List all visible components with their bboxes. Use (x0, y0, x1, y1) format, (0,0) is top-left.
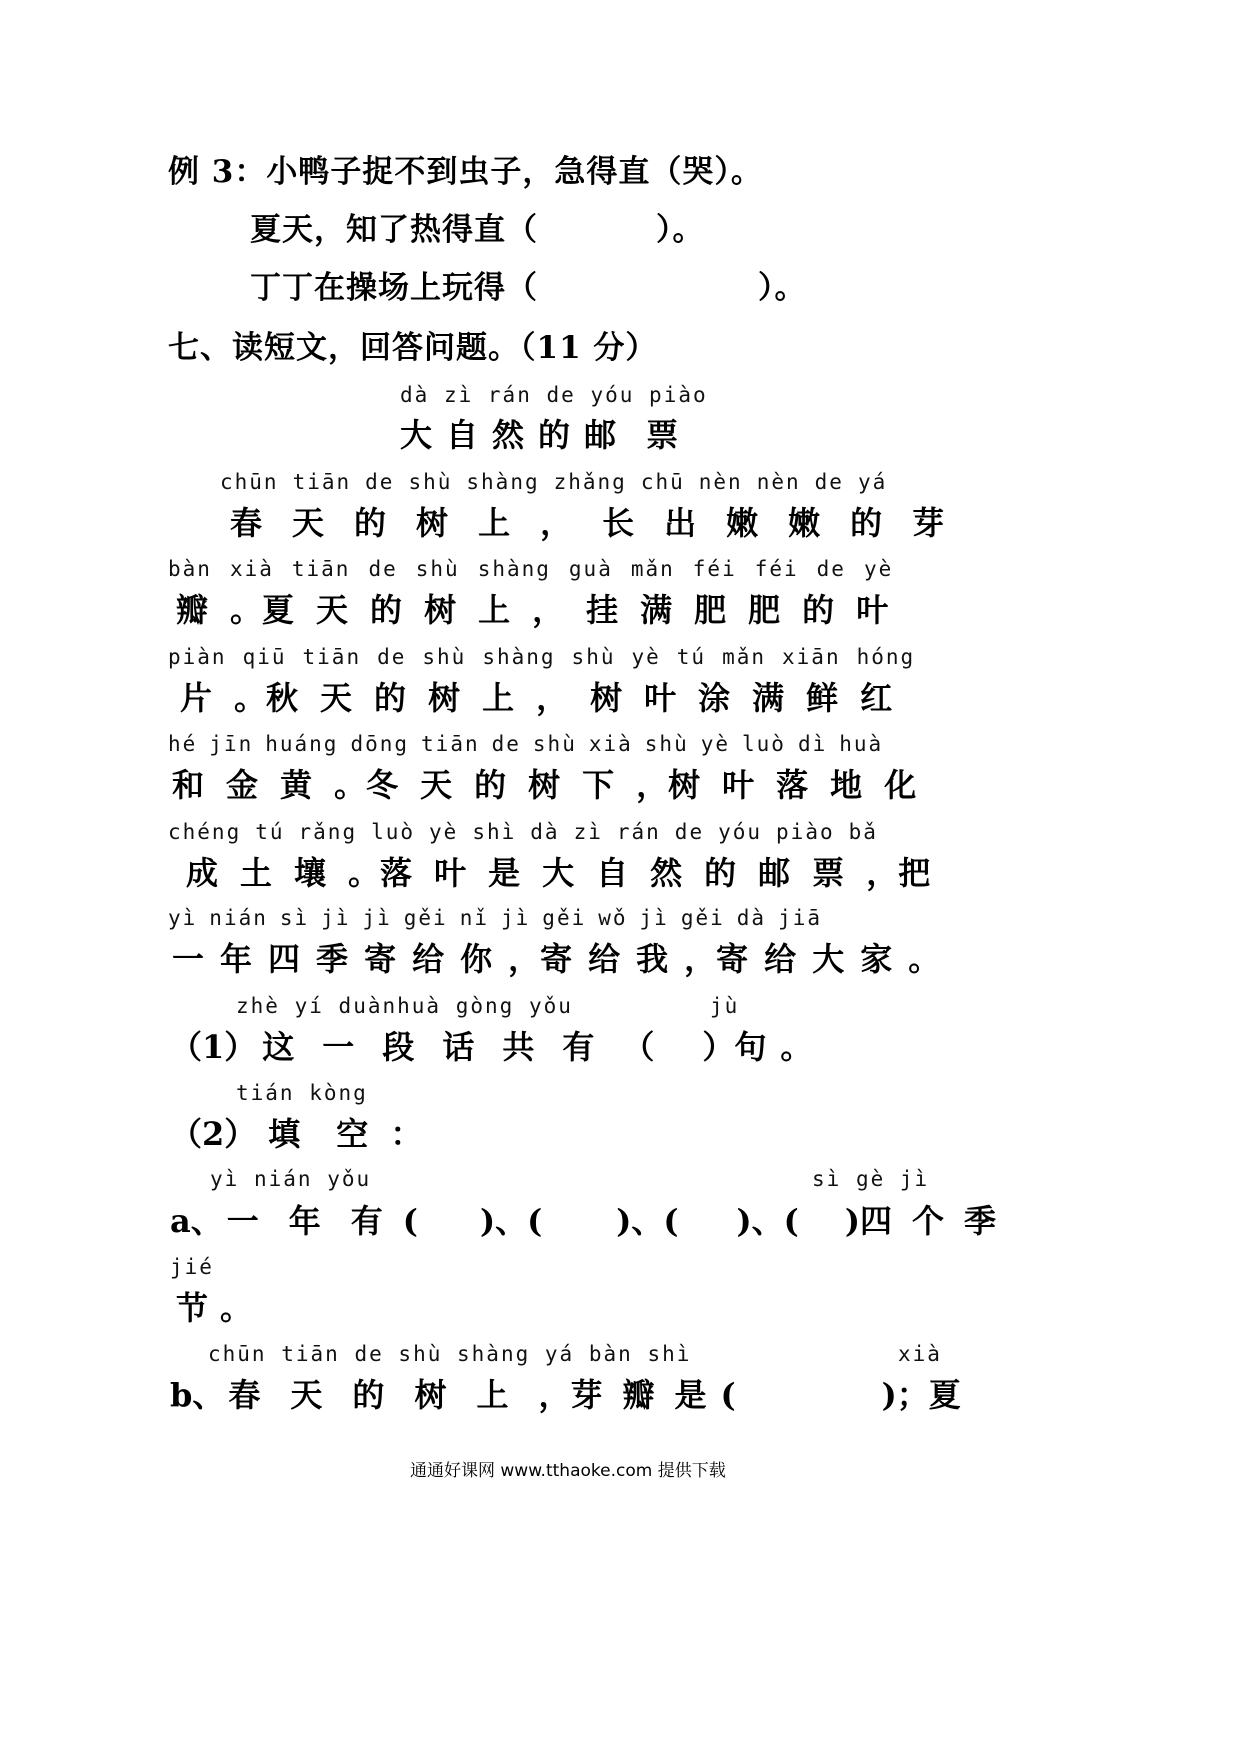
passage-char: 红 (860, 679, 893, 717)
passage-char: 票 (812, 854, 845, 892)
passage-char: 涂 (698, 679, 731, 717)
pinyin-syllable: de (491, 732, 521, 756)
passage-char: 叶 (722, 766, 755, 804)
pinyin-syllable: jiā (778, 906, 822, 930)
passage-char: 。夏 (230, 591, 295, 629)
pinyin-syllable: rǎng (298, 820, 358, 844)
passage-char: 给 (588, 940, 621, 978)
passage-char: 邮 (758, 854, 791, 892)
pinyin-syllable: yá (857, 470, 888, 494)
passage-char: 的 (354, 504, 387, 542)
pinyin-syllable: nèn (698, 470, 743, 494)
pinyin-syllable: nián (209, 906, 268, 930)
passage-char: 下 (582, 766, 615, 804)
pinyin-syllable: de (816, 557, 846, 581)
passage-text-line (180, 673, 914, 719)
pinyin-syllable: huà (839, 732, 884, 756)
pinyin-syllable: jì (362, 906, 392, 930)
passage-char: 。秋 (234, 679, 299, 717)
pinyin-syllable: bǎ (848, 820, 878, 844)
passage-char: 芽 (912, 504, 945, 542)
passage-text-line (172, 934, 956, 980)
question-b: b、 春 天 的 树 上 ，芽 瓣 是 ( )；夏 (170, 1376, 961, 1414)
passage-text-line (176, 585, 910, 631)
passage-char: 家 (860, 940, 893, 978)
pinyin-syllable: dì (797, 732, 828, 756)
passage-char: 大 (812, 940, 845, 978)
pinyin-syllable: shù (571, 645, 616, 669)
pinyin-syllable: dà (736, 906, 767, 930)
passage-char: 的 (850, 504, 883, 542)
passage-char: 片 (180, 679, 213, 717)
passage-char: 季 (316, 940, 349, 978)
pinyin-syllable: hóng (856, 645, 916, 669)
pinyin-syllable: chūn (220, 470, 279, 494)
passage-char: ，寄 (684, 940, 749, 978)
pinyin-syllable: shì (472, 820, 517, 844)
passage-title: 大 自 然 的 邮 票 (400, 416, 679, 454)
passage-pinyin-line (168, 906, 834, 930)
pinyin-syllable: yè (700, 732, 731, 756)
pinyin-syllable: xiān (782, 645, 841, 669)
passage-char: 天 (292, 504, 325, 542)
passage-char: 天 (420, 766, 453, 804)
pinyin-syllable: gěi (542, 906, 587, 930)
pinyin-syllable: shàng (477, 557, 551, 581)
passage-char: 落 (776, 766, 809, 804)
passage-char: 。落 (348, 854, 413, 892)
pinyin-syllable: shù (415, 557, 460, 581)
pinyin-syllable: piào (776, 820, 835, 844)
qa-pinyin-right: sì gè jì (812, 1167, 930, 1191)
title-pinyin: dà zì rán de yóu piào (400, 383, 708, 407)
passage-char: 叶 (644, 679, 677, 717)
pinyin-syllable: de (365, 470, 395, 494)
pinyin-syllable: xià (229, 557, 274, 581)
pinyin-syllable: jì (501, 906, 531, 930)
pinyin-syllable: jīn (209, 732, 254, 756)
pinyin-syllable: nǐ (459, 906, 489, 930)
passage-char: 一 (172, 940, 205, 978)
pinyin-syllable: nèn (756, 470, 801, 494)
pinyin-syllable: guà (568, 557, 613, 581)
pinyin-syllable: shàng (466, 470, 540, 494)
passage-char: 黄 (280, 766, 313, 804)
pinyin-syllable: yè (429, 820, 459, 844)
passage-char: 。 (908, 940, 941, 978)
passage-char: 我 (636, 940, 669, 978)
pinyin-syllable: zì (573, 820, 603, 844)
passage-text-line (186, 848, 952, 894)
passage-char: 嫩 (788, 504, 821, 542)
passage-text-line (172, 760, 938, 806)
pinyin-syllable: chū (640, 470, 685, 494)
passage-char: 化 (884, 766, 917, 804)
pinyin-syllable: yì (168, 906, 198, 930)
pinyin-syllable: sì (279, 906, 310, 930)
passage-char: 年 (220, 940, 253, 978)
passage-char: 和 (172, 766, 205, 804)
passage-char: 树 (428, 679, 461, 717)
passage-char: 挂 (586, 591, 619, 629)
question-1: （1） 这 一 段 话 共 有 （ ）句 。 (170, 1028, 813, 1066)
pinyin-syllable: yè (631, 645, 661, 669)
passage-char: 。冬 (334, 766, 399, 804)
passage-char: 你 (460, 940, 493, 978)
passage-pinyin-line (168, 820, 892, 844)
passage-char: 自 (596, 854, 629, 892)
passage-char: ， (536, 679, 569, 717)
pinyin-syllable: yè (863, 557, 894, 581)
pinyin-syllable: shù (408, 470, 453, 494)
pinyin-syllable: bàn (168, 557, 212, 581)
passage-char: 的 (374, 679, 407, 717)
q1-pinyin-ju: jù (710, 994, 740, 1018)
passage-char: 寄 (364, 940, 397, 978)
passage-char: 肥 (748, 591, 781, 629)
pinyin-syllable: mǎn (722, 645, 767, 669)
passage-char: 叶 (856, 591, 889, 629)
passage-char: 满 (640, 591, 673, 629)
qb-pinyin: chūn tiān de shù shàng yá bàn shì (208, 1342, 692, 1366)
pinyin-syllable: rán (616, 820, 661, 844)
pinyin-syllable: mǎn (630, 557, 675, 581)
pinyin-syllable: hé (168, 732, 198, 756)
passage-char: 长 (602, 504, 635, 542)
pinyin-syllable: jì (639, 906, 669, 930)
passage-pinyin-line (168, 645, 931, 669)
example3-label: 例 3：小鸭子捉不到虫子，急得直（哭）。 (168, 154, 763, 190)
pinyin-syllable: gěi (403, 906, 448, 930)
passage-char: 的 (802, 591, 835, 629)
pinyin-syllable: tú (255, 820, 285, 844)
pinyin-syllable: luò (371, 820, 416, 844)
passage-char: 鲜 (806, 679, 839, 717)
question-a-cont: 节 。 (176, 1289, 253, 1327)
passage-char: ，树 (636, 766, 701, 804)
example3-question-1: 夏天，知了热得直（ ）。 (250, 212, 705, 248)
passage-char: 给 (412, 940, 445, 978)
section-heading: 七、读短文，回答问题。（11 分） (168, 330, 658, 366)
passage-char: 春 (230, 504, 263, 542)
passage-char: 树 (416, 504, 449, 542)
question-a: a、 一 年 有 ( )、( )、( )、( )四 个 季 (170, 1202, 997, 1240)
passage-char: 给 (764, 940, 797, 978)
pinyin-syllable: dōng (350, 732, 410, 756)
pinyin-syllable: shù (422, 645, 467, 669)
passage-char: 上 (482, 679, 515, 717)
pinyin-syllable: luò (742, 732, 786, 756)
q1-pinyin: zhè yí duànhuà gòng yǒu (236, 994, 573, 1018)
pinyin-syllable: tiān (292, 470, 352, 494)
passage-pinyin-line (168, 732, 895, 756)
passage-char: 土 (240, 854, 273, 892)
pinyin-syllable: tiān (421, 732, 480, 756)
qb-pinyin-right: xià (898, 1342, 942, 1366)
pinyin-syllable: dà (530, 820, 560, 844)
passage-char: ，寄 (508, 940, 573, 978)
pinyin-syllable: wǒ (598, 906, 628, 930)
qa-pinyin-2: jié (170, 1255, 214, 1279)
pinyin-syllable: qiū (242, 645, 287, 669)
pinyin-syllable: jì (321, 906, 351, 930)
passage-char: 满 (752, 679, 785, 717)
pinyin-syllable: piàn (168, 645, 227, 669)
pinyin-syllable: shù (644, 732, 689, 756)
passage-char: 天 (316, 591, 349, 629)
pinyin-syllable: gěi (680, 906, 725, 930)
passage-char: 的 (370, 591, 403, 629)
pinyin-syllable: zhǎng (553, 470, 627, 494)
passage-char: ， (532, 591, 565, 629)
pinyin-syllable: shàng (482, 645, 556, 669)
passage-pinyin-line (220, 470, 901, 494)
pinyin-syllable: tú (676, 645, 707, 669)
qa-pinyin: yì nián yǒu (210, 1167, 372, 1191)
passage-char: 金 (226, 766, 259, 804)
pinyin-syllable: yóu (718, 820, 763, 844)
passage-char: 嫩 (726, 504, 759, 542)
question-2: （2） 填 空 ： (170, 1115, 423, 1153)
passage-char: 的 (474, 766, 507, 804)
passage-char: 成 (186, 854, 219, 892)
pinyin-syllable: de (674, 820, 705, 844)
pinyin-syllable: tiān (302, 645, 362, 669)
passage-char: 天 (320, 679, 353, 717)
pinyin-syllable: huáng (265, 732, 339, 756)
passage-char: 树 (528, 766, 561, 804)
passage-char: 的 (704, 854, 737, 892)
passage-char: 树 (424, 591, 457, 629)
passage-char: 树 (590, 679, 623, 717)
passage-char: 是 (488, 854, 521, 892)
passage-char: 出 (664, 504, 697, 542)
passage-char: 然 (650, 854, 683, 892)
example3-question-2: 丁丁在操场上玩得（ ）。 (250, 270, 807, 306)
passage-char: 四 (268, 940, 301, 978)
pinyin-syllable: tiān (291, 557, 351, 581)
pinyin-syllable: shù (532, 732, 577, 756)
passage-text-line (230, 498, 974, 544)
pinyin-syllable: de (368, 557, 398, 581)
passage-char: 瓣 (176, 591, 209, 629)
passage-char: ，把 (866, 854, 931, 892)
pinyin-syllable: féi (754, 557, 799, 581)
pinyin-syllable: chéng (168, 820, 242, 844)
passage-char: 肥 (694, 591, 727, 629)
pinyin-syllable: xià (588, 732, 633, 756)
passage-pinyin-line (168, 557, 911, 581)
example3-sentence: 小鸭子捉不到虫子，急得直（哭）。 (266, 154, 763, 190)
passage-char: 壤 (294, 854, 327, 892)
passage-char: 大 (542, 854, 575, 892)
passage-char: 上 (478, 504, 511, 542)
pinyin-syllable: féi (692, 557, 737, 581)
passage-char: 叶 (434, 854, 467, 892)
q2-pinyin: tián kòng (236, 1081, 368, 1105)
footer-source: 通通好课网 www.tthaoke.com 提供下载 (410, 1461, 726, 1481)
pinyin-syllable: de (377, 645, 407, 669)
pinyin-syllable: de (814, 470, 844, 494)
passage-char: 地 (830, 766, 863, 804)
passage-char: 上 (478, 591, 511, 629)
passage-char: ， (540, 504, 573, 542)
